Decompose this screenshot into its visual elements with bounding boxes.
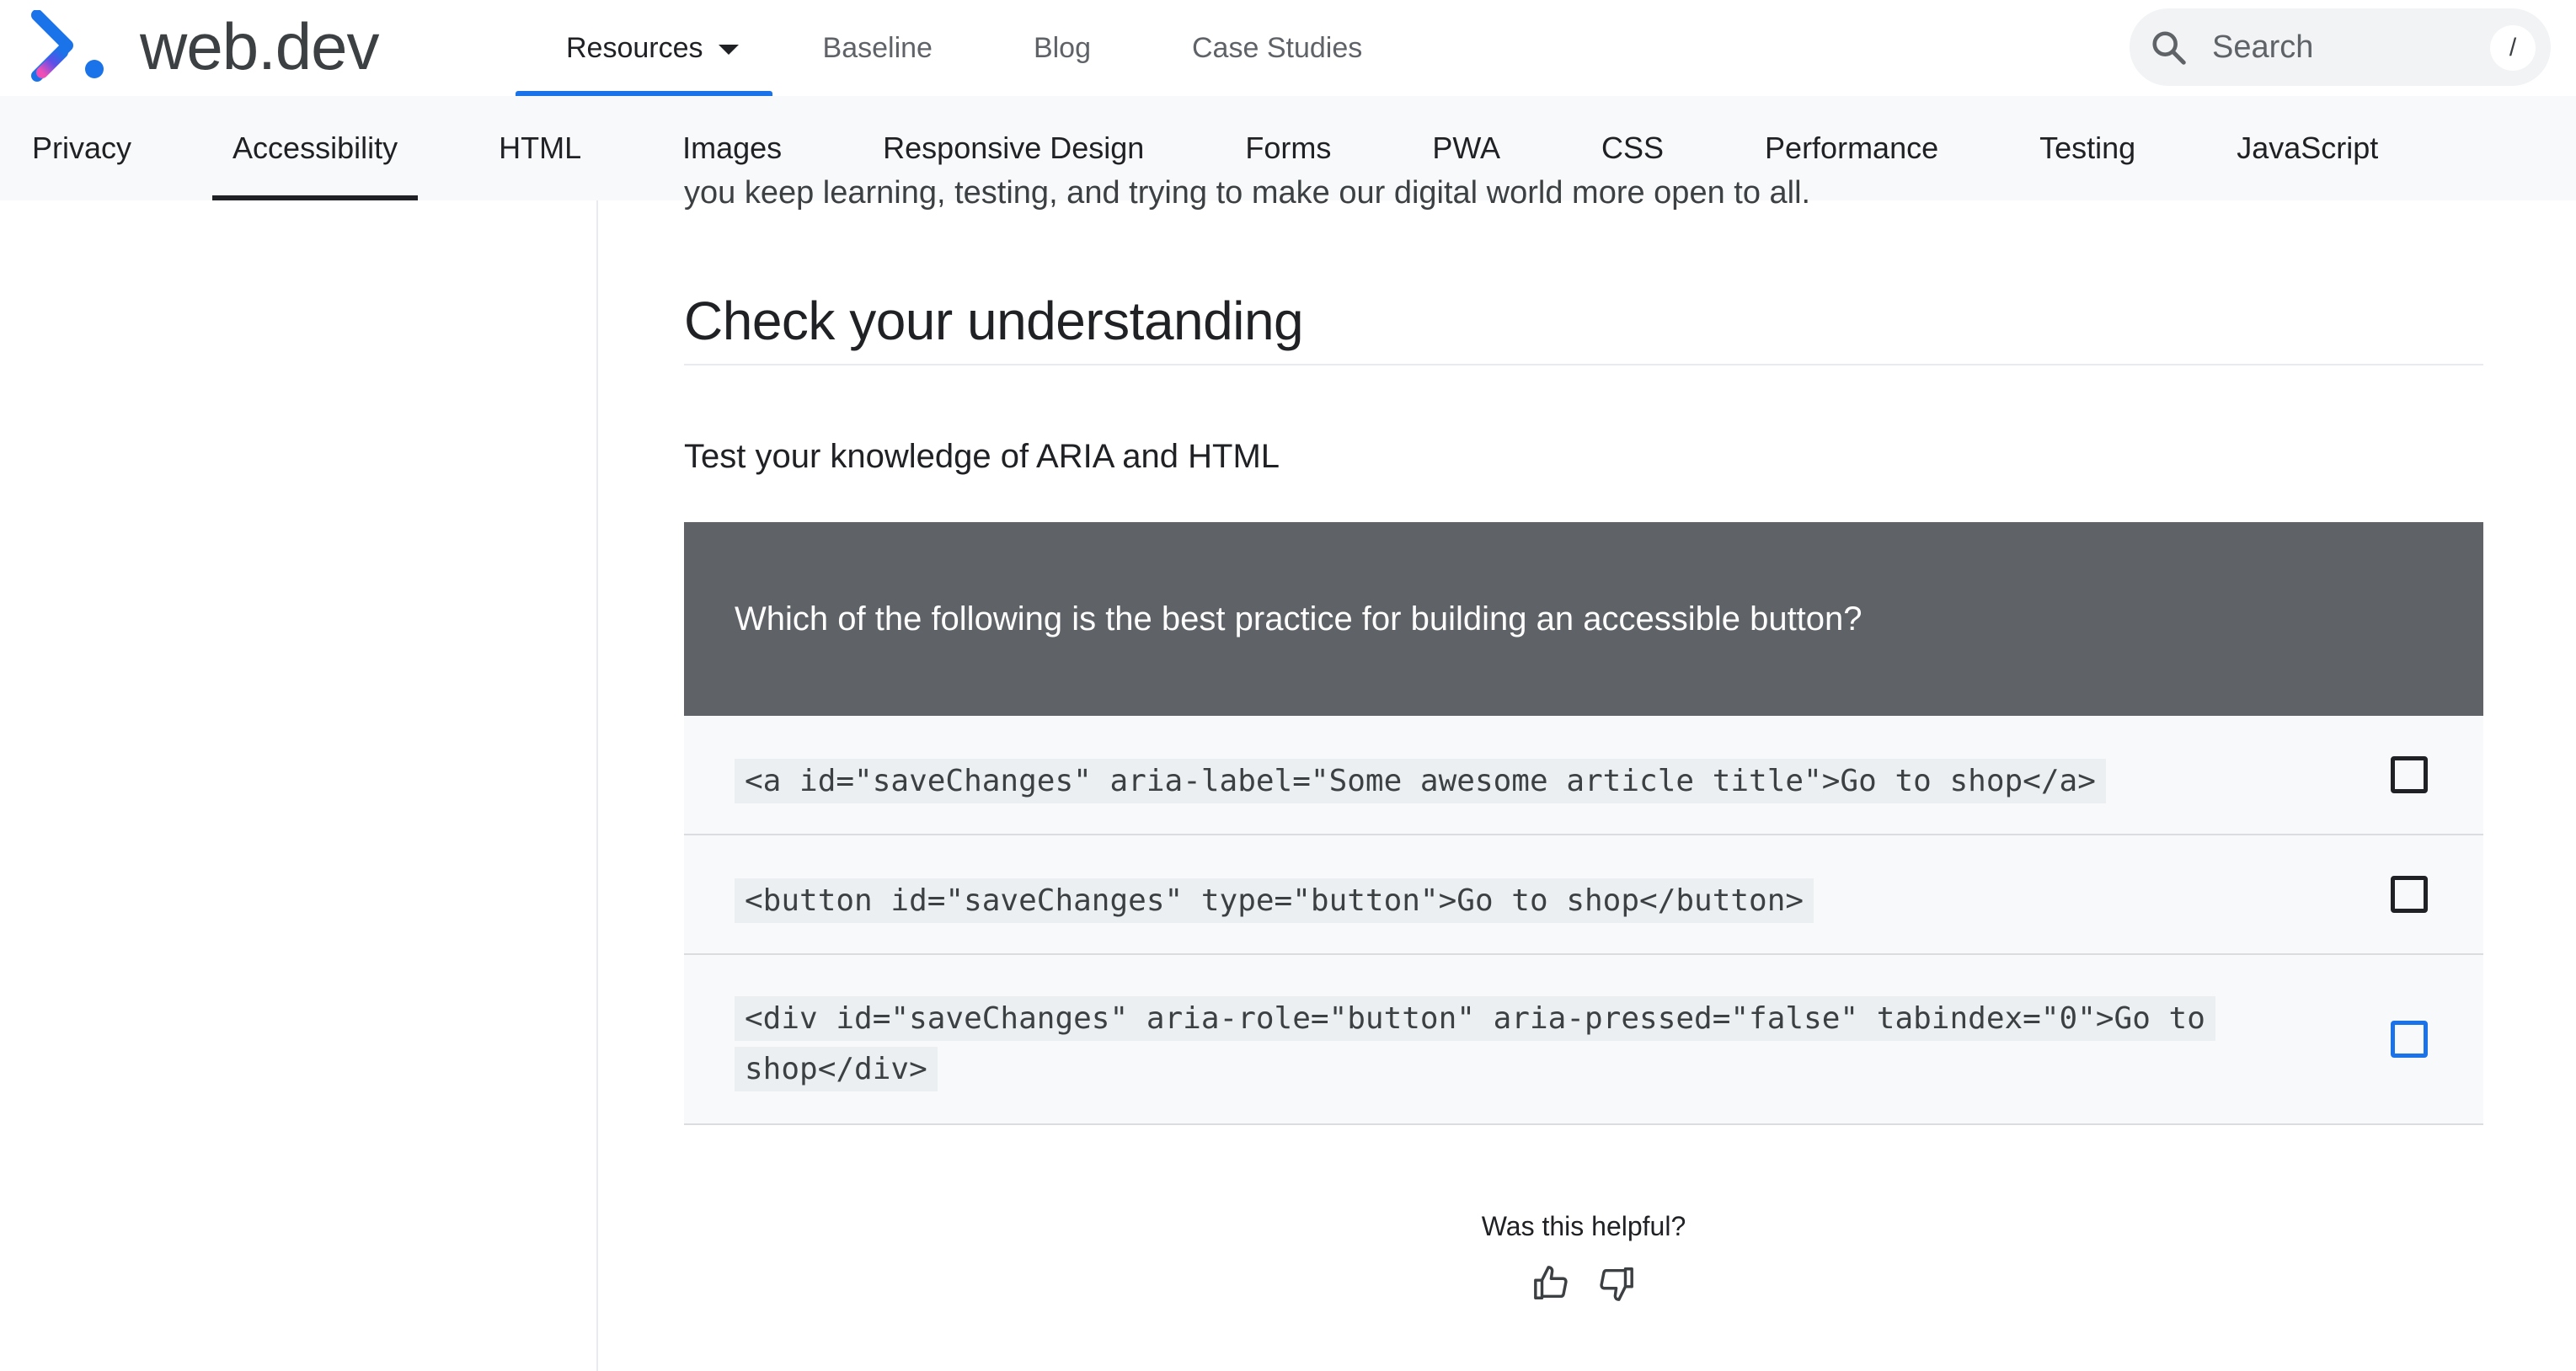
site-logo[interactable] (30, 8, 379, 84)
search-input[interactable] (2210, 24, 2463, 71)
nav-resources-label: Resources (566, 31, 703, 64)
tab-performance[interactable]: Performance (1765, 131, 1939, 165)
primary-nav (516, 0, 1413, 96)
search-shortcut-badge: / (2490, 25, 2536, 71)
feedback-section (684, 1211, 2483, 1303)
tab-pwa[interactable]: PWA (1432, 131, 1500, 165)
option-checkbox[interactable] (2391, 1021, 2428, 1058)
thumbs-up-icon[interactable] (1532, 1264, 1571, 1303)
search-icon (2150, 29, 2189, 67)
code-snippet: <a id="saveChanges" aria-label="Some awesome article title">Go to shop</a> (735, 759, 2106, 803)
paragraph-text: you keep learning, testing, and trying to make our digital world more open to all. (684, 175, 1811, 211)
nav-blog[interactable] (983, 0, 1141, 96)
code-snippet: <div id="saveChanges" aria-role="button" aria-pressed="false" tabindex="0">Go to shop</div> (735, 996, 2215, 1091)
article-content (684, 175, 2483, 1371)
feedback-question: Was this helpful? (1481, 1211, 1686, 1241)
quiz-question: Which of the following is the best practice for building an accessible button? (684, 522, 2483, 716)
tab-privacy[interactable]: Privacy (32, 131, 132, 165)
web-dev-logo-icon (30, 10, 108, 83)
section-heading: Check your understanding (684, 290, 2483, 365)
nav-resources[interactable] (516, 0, 772, 96)
left-sidebar (0, 200, 598, 1371)
top-header (0, 0, 2576, 96)
thumbs-down-icon[interactable] (1596, 1264, 1635, 1303)
tab-images[interactable]: Images (682, 131, 783, 165)
option-code (735, 876, 2242, 926)
content-divider (596, 200, 598, 1371)
option-code (735, 756, 2242, 807)
option-checkbox[interactable] (2391, 756, 2428, 793)
tab-forms[interactable]: Forms (1245, 131, 1332, 165)
option-code (735, 994, 2242, 1095)
nav-case-studies-label: Case Studies (1192, 31, 1363, 64)
search-box[interactable] (2130, 8, 2551, 86)
logo-text: web.dev (140, 8, 379, 83)
quiz-card (684, 522, 2483, 1125)
tab-accessibility[interactable]: Accessibility (182, 96, 448, 200)
tab-responsive-design[interactable]: Responsive Design (883, 131, 1145, 165)
nav-case-studies[interactable] (1141, 0, 1413, 96)
nav-baseline-label: Baseline (822, 31, 933, 64)
feedback-buttons (684, 1264, 2483, 1303)
quiz-intro: Test your knowledge of ARIA and HTML (684, 438, 1280, 475)
tab-javascript[interactable]: JavaScript (2237, 131, 2379, 165)
nav-blog-label: Blog (1033, 31, 1091, 64)
code-snippet: <button id="saveChanges" type="button">Go to shop</button> (735, 878, 1814, 923)
tab-testing[interactable]: Testing (2039, 131, 2136, 165)
quiz-option[interactable] (684, 835, 2483, 955)
chevron-down-icon (719, 45, 739, 55)
tab-css[interactable]: CSS (1601, 131, 1665, 165)
quiz-option[interactable] (684, 716, 2483, 835)
quiz-option[interactable] (684, 955, 2483, 1125)
nav-baseline[interactable] (772, 0, 983, 96)
tab-html[interactable]: HTML (499, 131, 582, 165)
option-checkbox[interactable] (2391, 876, 2428, 913)
